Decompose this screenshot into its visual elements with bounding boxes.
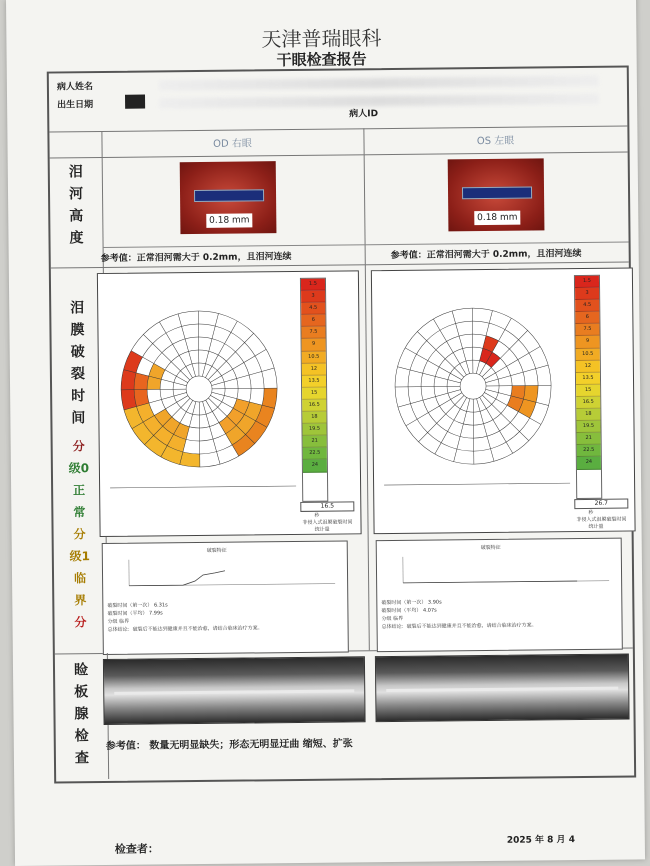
polar-spoke (398, 390, 461, 407)
report-paper (6, 0, 645, 866)
grade-legend-char: 级0 (68, 461, 90, 476)
polar-ring (434, 347, 513, 426)
grade-legend-char: 级1 (69, 549, 91, 564)
polar-spoke (452, 311, 469, 374)
grade-legend-char: 分 (73, 527, 86, 542)
os-unit: 秒 (588, 509, 594, 516)
od-method-label: 非侵入式泪膜破裂时间 (302, 519, 353, 526)
polar-spoke (486, 385, 551, 386)
scale-cell: 7.5 (301, 327, 325, 339)
polar-spoke (453, 399, 470, 462)
od-meibography-image (103, 656, 366, 725)
od-tbut-value: 16.5 (300, 501, 354, 512)
scale-cell: 19.5 (576, 421, 600, 433)
od-tbut-polar-map (98, 272, 300, 502)
os-tbut-value: 26.7 (574, 499, 628, 510)
polar-spoke (202, 313, 219, 376)
scale-cell: 3 (301, 291, 325, 303)
polar-spoke (208, 333, 254, 379)
polar-spoke (485, 365, 548, 382)
polar-spoke (203, 401, 220, 464)
scale-cell: 13.5 (576, 373, 600, 385)
polar-ring (147, 336, 252, 441)
tear-meniscus-row (50, 151, 629, 268)
scale-cell: 24 (577, 457, 601, 469)
od-eye-label: OD 右眼 (213, 138, 252, 150)
polar-ring (421, 334, 526, 439)
scale-cell: 15 (576, 385, 600, 397)
polar-spoke (473, 399, 474, 464)
polar-spoke (211, 368, 274, 385)
redaction-blur (159, 76, 599, 91)
os-meniscus-reference: 参考值：正常泪河需大于 0.2mm，且泪河连续 (390, 248, 582, 261)
scale-cell: 16.5 (302, 400, 326, 412)
polar-axis (110, 486, 296, 488)
scale-cell: 19.5 (302, 424, 326, 436)
grade-legend-char: 常 (73, 505, 86, 520)
os-method-label: 非侵入式泪膜破裂时间 (576, 516, 627, 524)
scale-cell: 10.5 (302, 351, 326, 363)
tbut-row (51, 261, 633, 654)
report-date: 2025 年 8 月 4 (506, 835, 575, 846)
meibomian-label: 睑 板 腺 检 查 (73, 662, 90, 767)
scale-cell: 21 (577, 433, 601, 445)
os-tbut-color-scale (574, 275, 602, 499)
scale-cell: 18 (302, 412, 326, 424)
scale-cell: 12 (302, 363, 326, 375)
polar-spoke (477, 398, 494, 461)
scale-cell: 1.5 (301, 279, 325, 291)
divider (365, 264, 370, 650)
scale-cell: 13.5 (302, 375, 326, 387)
scale-cell: 7.5 (575, 324, 599, 336)
polar-ring (160, 350, 239, 429)
scale-cell: 3 (575, 288, 599, 300)
os-meniscus-image (448, 158, 545, 231)
tear-meniscus-label: 泪 河 高 度 (68, 164, 84, 247)
od-unit: 秒 (314, 512, 320, 519)
patient-id-label: 病人ID (349, 109, 379, 120)
polar-spoke (178, 314, 195, 377)
polar-spoke (418, 395, 464, 441)
od-tbut-stats: 破裂特征 破裂时间（第一次） 6.31s 破裂时间（平均） 7.99s 分级 临界 总体结论：破裂后不能达到健康并且不能治愈，请结合临床治疗方案。 (102, 540, 349, 655)
scale-cell: 12 (576, 360, 600, 372)
scale-cell: 22.5 (303, 448, 327, 460)
grade-legend-char: 界 (74, 593, 87, 608)
od-meniscus-image (180, 161, 277, 234)
grade-legend-char: 正 (73, 483, 86, 498)
polar-spoke (395, 386, 460, 387)
examiner-label: 检查者： (114, 842, 159, 856)
os-tbut-stats: 破裂特征 破裂时间（第一次） 3.90s 破裂时间（平均） 4.07s 分级 临界 总体结论：破裂后不能达到健康并且不能治愈，请结合临床治疗方案。 (376, 538, 623, 653)
hospital-name: 天津普瑞眼科 (261, 26, 382, 52)
od-tbut-panel (97, 270, 362, 537)
scale-cell: 6 (575, 312, 599, 324)
polar-spoke (198, 311, 199, 376)
os-tbut-curve (377, 549, 622, 602)
redaction-blur (159, 94, 599, 109)
od-meniscus-reference: 参考值：正常泪河需大于 0.2mm，且泪河连续 (100, 252, 292, 265)
polar-spoke (417, 331, 463, 377)
scale-cell: 4.5 (575, 300, 599, 312)
scale-cell: 15 (302, 388, 326, 400)
redaction-block (125, 95, 145, 109)
scale-cell: 16.5 (576, 397, 600, 409)
scale-cell: 9 (576, 336, 600, 348)
polar-spoke (398, 366, 461, 383)
od-tbut-curve (103, 551, 348, 604)
scale-cell: 21 (303, 436, 327, 448)
patient-info-row (49, 68, 628, 133)
scale-cell: 24 (303, 460, 327, 472)
od-tbut-color-scale (300, 278, 328, 502)
scale-cell: 10.5 (576, 348, 600, 360)
scale-cell: 4.5 (301, 303, 325, 315)
report-title: 干眼检查报告 (276, 50, 367, 70)
report-frame (47, 65, 636, 783)
breakup-cell (134, 373, 149, 390)
polar-axis (384, 483, 570, 485)
divider (364, 154, 366, 264)
scale-cell: 9 (302, 339, 326, 351)
dob-label: 出生日期 (57, 100, 94, 111)
polar-spoke (472, 308, 473, 373)
meibomian-row (55, 647, 634, 779)
os-tbut-polar-map (372, 269, 574, 499)
scale-cell: 18 (576, 409, 600, 421)
od-meniscus-value: 0.18 mm (206, 213, 252, 227)
od-stat-label: 统计量 (314, 526, 330, 533)
scale-cell: 1.5 (575, 276, 599, 288)
scale-cell: 6 (301, 315, 325, 327)
grade-legend-char: 分 (74, 615, 87, 630)
scale-cell: 22.5 (577, 445, 601, 457)
grade-legend-char: 分 (72, 439, 85, 454)
os-tbut-panel (371, 267, 636, 534)
os-meniscus-value: 0.18 mm (474, 211, 520, 225)
os-stat-label: 统计量 (588, 523, 604, 530)
grade-legend-char: 临 (73, 571, 87, 586)
patient-name-label: 病人姓名 (56, 82, 93, 93)
meibomian-reference: 参考值： 数量无明显缺失；形态无明显迂曲 缩短、扩张 (105, 738, 353, 752)
os-eye-label: OS 左眼 (476, 135, 515, 148)
os-meibography-image (375, 654, 630, 723)
tbut-label: 泪 膜 破 裂 时 间 (70, 300, 86, 427)
